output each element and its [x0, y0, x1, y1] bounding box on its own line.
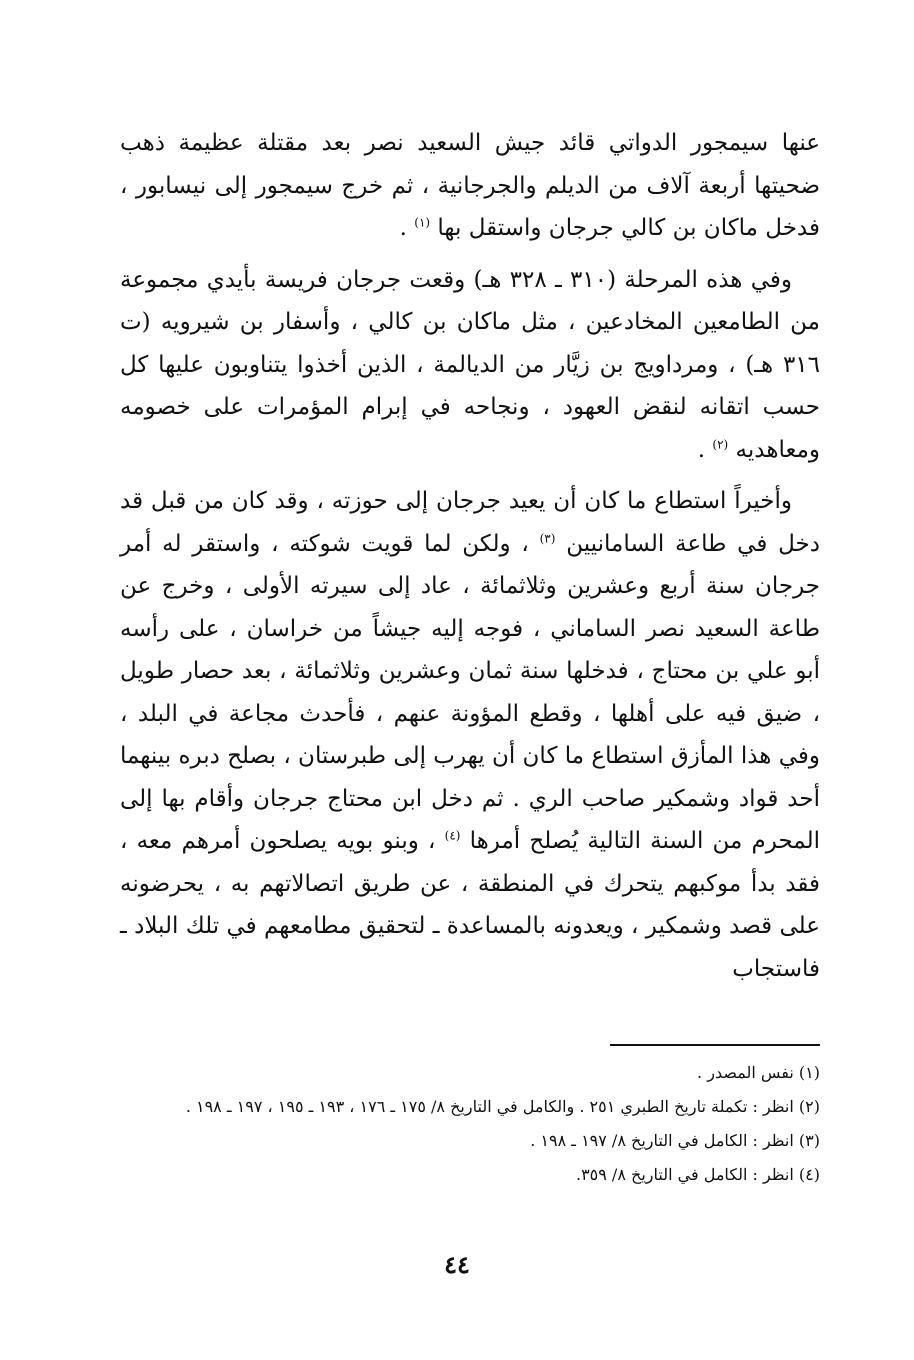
page-number: ٤٤: [444, 1250, 470, 1279]
paragraph-3: [120, 480, 820, 990]
footnote-ref-3: (٣): [539, 530, 556, 545]
footnote-2: (٢) انظر : تكملة تاريخ الطبري ٢٥١ . والكامل في التاريخ ٨/ ١٧٥ ـ ١٧٦ ، ١٩٣ ـ ١٩٥ ، ١٩٧ ـ ١٩٨ .: [185, 1097, 820, 1116]
main-text: [120, 122, 820, 999]
footnote-1: (١) نفس المصدر .: [697, 1063, 820, 1082]
footnote-3: (٣) انظر : الكامل في التاريخ ٨/ ١٩٧ ـ ١٩٨ .: [530, 1131, 820, 1150]
footnote-ref-2: (٢): [712, 436, 729, 451]
paragraph-3-text-a: وأخيراً استطاع ما كان أن يعيد جرجان إلى حوزته ، وقد كان من قبل قد دخل في طاعة السامانيين: [120, 488, 821, 557]
paragraph-1-end: .: [399, 215, 407, 241]
footnote-divider: [610, 1044, 820, 1046]
footnotes: [120, 1058, 820, 1194]
paragraph-3-text-c: ، وبنو بويه يصلحون أمرهم معه ، فقد بدأ موكبهم يتحرك في المنطقة ، عن طريق اتصالاتهم به ، يحرضونه على قصد وشمكير ، ويعدونه بالمساعدة ـ لتحقيق مطامعهم في تلك البلاد ـ فاستجاب: [120, 828, 820, 982]
footnote-ref-4: (٤): [444, 828, 461, 843]
paragraph-2-end: .: [697, 436, 706, 463]
paragraph-1: [120, 122, 820, 250]
paragraph-3-text-b: ، ولكن لما قويت شوكته ، واستقر له أمر جرجان سنة أربع وعشرين وثلاثمائة ، عاد إلى سيرته الأولى ، وخرج عن طاعة السعيد نصر الساماني ، فوجه إليه جيشاً من خراسان ، على رأسه أبو علي بن محتاج ، فدخلها سنة ثمان وعشرين وثلاثمائة ، بعد حصار طويل ، ضيق فيه على أهلها ، وقطع المؤونة عنهم ، فأحدث مجاعة في البلد ، وفي هذا المأزق استطاع ما كان أن يهرب إلى طبرستان ، بصلح دبره بينهما أحد قواد وشمكير صاحب الري . ثم دخل ابن محتاج جرجان وأقام بها إلى المحرم من السنة التالية يُصلح أمرها: [120, 530, 820, 854]
footnote-4: (٤) انظر : الكامل في التاريخ ٨/ ٣٥٩.: [575, 1165, 820, 1184]
paragraph-2: [120, 259, 820, 472]
paragraph-1-text: عنها سيمجور الدواتي قائد جيش السعيد نصر بعد مقتلة عظيمة ذهب ضحيتها أربعة آلاف من الديلم والجرجانية ، ثم خرج سيمجور إلى نيسابور ، فدخل ماكان بن كالي جرجان واستقل بها: [120, 130, 820, 241]
footnote-ref-1: (١): [414, 215, 431, 230]
paragraph-2-text: وفي هذه المرحلة (٣١٠ ـ ٣٢٨ هـ) وقعت جرجان فريسة بأيدي مجموعة من الطامعين المخادعين ، مثل ماكان بن كالي ، وأسفار بن شيرويه (ت ٣١٦ هـ) ، ومرداويج بن زيَّار من الديالمة ، الذين أخذوا يتناوبون عليها كل حسب اتقانه لنقض العهود ، ونجاحه في إبرام المؤمرات على خصومه ومعاهديه: [120, 266, 820, 463]
